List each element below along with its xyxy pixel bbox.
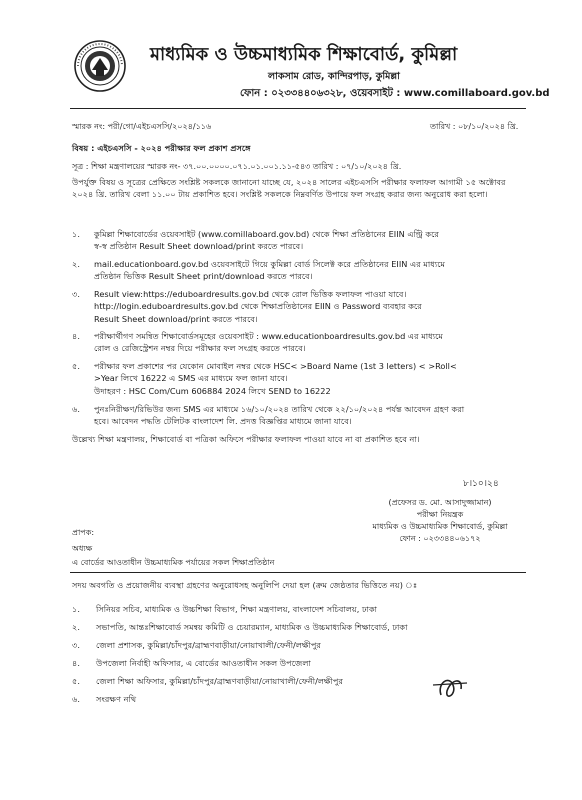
cc-item-text: সংরক্ষণ নথি — [96, 694, 137, 704]
cc-item-text: উপজেলা নির্বাহী অফিসার, এ বোর্ডের আওতাধীন সকল উপজেলা — [96, 658, 311, 668]
list-item-line: পুনঃনিরীক্ষণ/রিভিউর জন্য SMS এর মাধ্যমে ১৬/১০/২০২৪ তারিখ থেকে ২২/১০/২০২৪ পর্যন্ত আবেদন গ্রহণ করা — [94, 404, 465, 414]
recipient-institutions: এ বোর্ডের আওতাধীন উচ্চমাধ্যমিক পর্যায়ের সকল শিক্ষাপ্রতিষ্ঠান — [72, 558, 275, 567]
cc-item-text: সভাপতি, আন্তঃশিক্ষাবোর্ড সমন্বয় কমিটি ও চেয়ারম্যান, মাধ্যমিক ও উচ্চমাধ্যমিক শিক্ষাবোর্ড, ঢাকা — [96, 622, 408, 632]
cc-item-number: ১. — [72, 604, 80, 614]
signatory-name: (প্রফেসর ড. মো. আসাদুজ্জামান) — [388, 498, 492, 507]
cc-item-number: ২. — [72, 622, 80, 632]
memo-reference: স্মারক নং: পরী/গো/এইচএসসি/২০২৪/১১৬ — [72, 122, 212, 131]
list-item-number: ৪. — [72, 331, 80, 341]
signatory-block — [340, 497, 540, 545]
cc-item-text: জেলা শিক্ষা অফিসার, কুমিল্লা/চাঁদপুর/ব্রাহ্মণবাড়ীয়া/নোয়াখালী/ফেনী/লক্ষীপুর — [96, 676, 343, 686]
list-item-line: mail.educationboard.gov.bd ওয়েবসাইটে গিয়ে কুমিল্লা বোর্ড সিলেক্ট করে প্রতিষ্ঠানের EIIN এর মাধ্যমে — [94, 259, 446, 269]
cc-item-number: ৫. — [72, 676, 80, 686]
signatory-office: মাধ্যমিক ও উচ্চমাধ্যমিক শিক্ষাবোর্ড, কুমিল্লা — [372, 522, 508, 531]
list-item-line: স্ব-স্ব প্রতিষ্ঠান Result Sheet download/print করতে পারবে। — [94, 241, 304, 252]
cc-divider — [70, 572, 526, 573]
list-item-number: ৬. — [72, 404, 80, 414]
list-item-number: ২. — [72, 259, 80, 269]
list-item-line: কুমিল্লা শিক্ষাবোর্ডের ওয়েবসাইট (www.comillaboard.gov.bd) থেকে শিক্ষা প্রতিষ্ঠানের EIIN এন্ট্রি করে — [94, 229, 439, 239]
recipient-title: অধ্যক্ষ — [72, 544, 93, 553]
intro-paragraph: উপর্যুক্ত বিষয় ও সূত্রের প্রেক্ষিতে সংশ্লিষ্ট সকলকে জানানো যাচ্ছে যে, ২০২৪ সালের এইচএসসি পরীক্ষার ফলাফল আগামী ১৫ অক্টোবর ২০২৪ খ্রি. তারিখ বেলা ১১.০০ টায় প্রকাশিত হবে। সংশ্লিষ্ট সকলকে নিম্নবর্ণিত উপায়ে ফল সংগ্রহ করার জন্য অনুরোধ করা হলো। — [72, 177, 506, 199]
header-divider — [70, 108, 526, 109]
list-item-line: পরীক্ষার্থীগণ সমন্বিত শিক্ষাবোর্ডসমূহের ওয়েবসাইট : www.educationboardresults.gov.bd এর মাধ্যমে — [94, 331, 443, 341]
list-item — [72, 360, 526, 397]
closing-note: উল্লেখ্য শিক্ষা মন্ত্রণালয়, শিক্ষাবোর্ড বা পত্রিকা অফিসে পরীক্ষার ফলাফল পাওয়া যাবে না বা প্রকাশিত হবে না। — [72, 434, 420, 444]
memo-subject: বিষয় : এইচএসসি - ২০২৪ পরীক্ষার ফল প্রকাশ প্রসঙ্গে — [72, 143, 251, 153]
list-item — [72, 288, 526, 325]
memo-date: তারিখ : ০৮/১০/২০২৪ খ্রি. — [430, 122, 519, 131]
list-item-number: ১. — [72, 229, 80, 239]
list-item — [72, 228, 526, 253]
list-item-line: Result Sheet download/print করতে পারবে। — [94, 313, 258, 324]
list-item — [72, 258, 526, 283]
cc-item — [72, 640, 532, 653]
list-item-line: উদাহরণ : HSC Com/Cum 606884 2024 লিখে SEND to 16222 — [94, 385, 331, 396]
board-seal-logo — [74, 40, 126, 92]
source-reference: সূত্র : শিক্ষা মন্ত্রণালয়ের স্মারক নং- ৩৭.০০.০০০০.০৭১.০১.০০১.১১-৫৪৩ তারিখ : ০৭/১০/২০২৪ খ্রি. — [72, 162, 402, 171]
cc-item-number: ৪. — [72, 658, 80, 668]
cc-item-number: ৩. — [72, 640, 80, 650]
cc-item-number: ৬. — [72, 694, 80, 704]
list-item-number: ৫. — [72, 361, 80, 371]
cc-item — [72, 676, 532, 689]
cc-item-text: সিনিয়র সচিব, মাধ্যমিক ও উচ্চশিক্ষা বিভাগ, শিক্ষা মন্ত্রণালয়, বাংলাদেশ সচিবালয়, ঢাকা — [96, 604, 378, 614]
signatory-designation: পরীক্ষা নিয়ন্ত্রক — [416, 510, 464, 519]
list-item-line: Result view:https://eduboardresults.gov.bd থেকে রোল ভিত্তিক ফলাফল পাওয়া যাবে। — [94, 289, 407, 299]
board-address: লাকসাম রোড, কান্দিরপাড়, কুমিল্লা — [268, 71, 400, 82]
cc-item — [72, 622, 532, 635]
list-item — [72, 330, 526, 355]
cc-item — [72, 694, 532, 707]
list-item-line: http://login.eduboardresults.gov.bd থেকে শিক্ষাপ্রতিষ্ঠানের EIIN ও Password ব্যবহার করে — [94, 301, 422, 312]
board-phone-website: ফোন : ০২৩৩৪৪০৬৩২৮, ওয়েবসাইট : www.comillaboard.gov.bd — [240, 88, 550, 99]
signatory-phone: ফোন : ০২৩৩৪৪০৬১৭২ — [399, 534, 481, 543]
list-item — [72, 403, 526, 428]
list-item-number: ৩. — [72, 289, 80, 299]
board-title: মাধ্যমিক ও উচ্চমাধ্যমিক শিক্ষাবোর্ড, কুমিল্লা — [150, 44, 458, 65]
cc-heading: সদয় অবগতি ও প্রয়োজনীয় ব্যবস্থা গ্রহণের অনুরোধসহ অনুলিপি দেয়া হল (ক্রম জেষ্ঠতার ভিত্তিতে নয়) ঃ — [72, 580, 418, 590]
list-item-line: রোল ও রেজিস্ট্রেশন নম্বর দিয়ে পরীক্ষার ফল সংগ্রহ করতে পারবে। — [94, 343, 306, 354]
handwritten-signature — [427, 665, 537, 715]
list-item-line: হবে। আবেদন পদ্ধতি টেলিটক বাংলাদেশ লি. প্রদত্ত বিজ্ঞপ্তির মাধ্যমে জানা যাবে। — [94, 416, 352, 427]
cc-item — [72, 604, 532, 617]
signature-date: ৮।১০।২৪ — [463, 479, 499, 489]
recipient-label: প্রাপক: — [72, 528, 95, 537]
list-item-line: পরীক্ষার ফল প্রকাশের পর যেকোন মোবাইল নম্বর থেকে HSC< >Board Name (1st 3 letters) < >Roll< — [94, 361, 457, 371]
list-item-line: >Year লিখে 16222 এ SMS এর মাধ্যমে ফল জানা যাবে। — [94, 373, 288, 384]
cc-item — [72, 658, 532, 671]
cc-item-text: জেলা প্রশাসক, কুমিল্লা/চাঁদপুর/ব্রাহ্মণবাড়ীয়া/নোয়াখালী/ফেনী/লক্ষীপুর — [96, 640, 321, 650]
list-item-line: প্রতিষ্ঠান ভিত্তিক Result Sheet print/download করতে পারবে। — [94, 271, 313, 282]
